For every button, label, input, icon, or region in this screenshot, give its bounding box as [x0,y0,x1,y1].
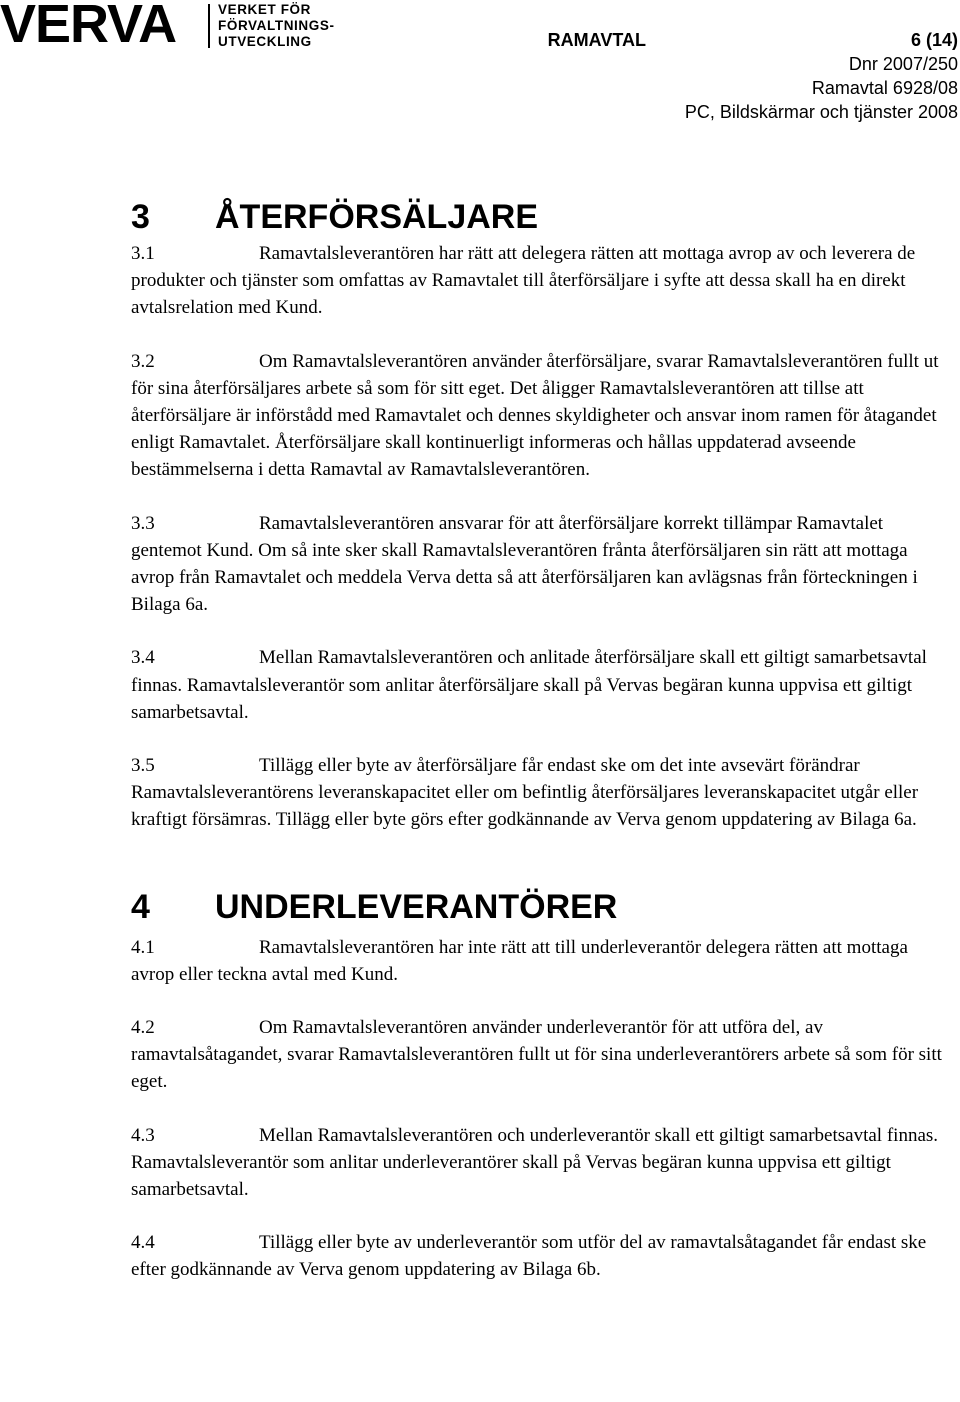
clause-number: 3.3 [131,512,155,534]
clause-text: Om Ramavtalsleverantören använder underleverantör för att utföra del, av ramavtalsåtagandet, svarar Ramavtalsleverantören fullt ut för sina underleverantörers arbete så som för sitt eget. [131,1017,942,1093]
clause [131,510,951,619]
section-heading [131,196,951,238]
document-body [131,196,951,1310]
document-header [438,28,958,124]
clause-text: Tillägg eller byte av underleverantör som utför del av ramavtalsåtagandet får endast ske efter godkännande av Verva genom uppdatering av Bilaga 6b. [131,1232,927,1281]
header-title-row [438,28,958,52]
clause-text: Ramavtalsleverantören har rätt att delegera rätten att mottaga avrop av och leverera de produkter och tjänster som omfattas av Ramavtalet till återförsäljare i syfte att dessa skall ha en direkt avtalsrelation med Kund. [131,243,916,319]
section-title: ÅTERFÖRSÄLJARE [215,198,539,236]
clause-text: Mellan Ramavtalsleverantören och anlitade återförsäljare skall ett giltigt samarbetsavtal finnas. Ramavtalsleverantör som anlitar återförsäljare skall på Vervas begäran kunna uppvisa ett giltigt samarbetsavtal. [131,647,927,723]
clause-number: 3.1 [131,243,155,264]
section-heading [131,886,951,928]
clause [131,1229,951,1283]
clause [131,752,951,834]
logo-subtitle-line: FÖRVALTNINGS- [218,18,335,33]
clause-text: Ramavtalsleverantören har inte rätt att till underleverantör delegera rätten att mottaga avrop eller teckna avtal med Kund. [131,936,908,985]
header-dnr-row [438,52,958,76]
clause-number: 3.2 [131,350,155,372]
clause [131,1014,951,1096]
header-subject-row [438,100,958,124]
section-title: UNDERLEVERANTÖRER [215,887,618,926]
section-number: 3 [131,198,150,236]
clause-number: 4.3 [131,1124,155,1146]
header-ramavtal-row [438,76,958,100]
clause-text: Tillägg eller byte av återförsäljare får endast ske om det inte avsevärt förändrar Ramavtalsleverantörens leveranskapacitet eller om befintlig återförsäljares leveranskapacitet utgår eller kraftigt försämras. Tillägg eller byte görs efter godkännande av Verva genom uppdatering av Bilaga 6a. [131,755,919,831]
clause-number: 4.1 [131,936,155,958]
clause [131,934,951,988]
clause-number: 4.4 [131,1232,155,1254]
logo-subtitle-line: VERKET FÖR [218,2,312,17]
clause [131,644,951,726]
logo-subtitle [218,2,335,50]
clause-number: 3.5 [131,755,155,777]
clause-text: Om Ramavtalsleverantören använder återförsäljare, svarar Ramavtalsleverantören fullt ut för sina återförsäljares arbete så som för sitt eget. Det åligger Ramavtalsleverantören att tillse att återförsäljare är införstådd med Ramavtalet och dennes skyldigheter och ansvar inom ramen för åtagandet enligt Ramavtalet. Återförsäljare skall kontinuerligt informeras och hållas uppdaterad avseende bestämmelserna i detta Ramavtal av Ramavtalsleverantören. [131,350,939,481]
document-type: RAMAVTAL [547,30,646,50]
clause [131,240,951,322]
logo-divider [208,4,210,48]
clause-number: 4.2 [131,1017,155,1039]
diary-number: Dnr 2007/250 [848,54,958,74]
agreement-subject: PC, Bildskärmar och tjänster 2008 [684,102,958,122]
clause-number: 3.4 [131,647,155,669]
logo-wordmark: VERVA [0,0,177,54]
logo-subtitle-line: UTVECKLING [218,34,312,49]
page-number: 6 (14) [910,30,958,50]
clause-text: Mellan Ramavtalsleverantören och underleverantör skall ett giltigt samarbetsavtal finnas. Ramavtalsleverantör som anlitar underleverantörer skall på Vervas begäran kunna uppvisa ett giltigt samarbetsavtal. [131,1124,939,1201]
verva-logo [0,0,360,52]
clause [131,1122,951,1204]
section-number: 4 [131,887,150,926]
clause-text: Ramavtalsleverantören ansvarar för att återförsäljare korrekt tillämpar Ramavtalet gentemot Kund. Om så inte sker skall Ramavtalsleverantören frånta återförsäljaren sin rätt att mottaga avrop från Ramavtalet och meddela Verva detta så att återförsäljaren kan avlägsnas från förteckningen i Bilaga 6a. [131,512,918,616]
clause [131,348,951,484]
agreement-number: Ramavtal 6928/08 [811,78,958,98]
